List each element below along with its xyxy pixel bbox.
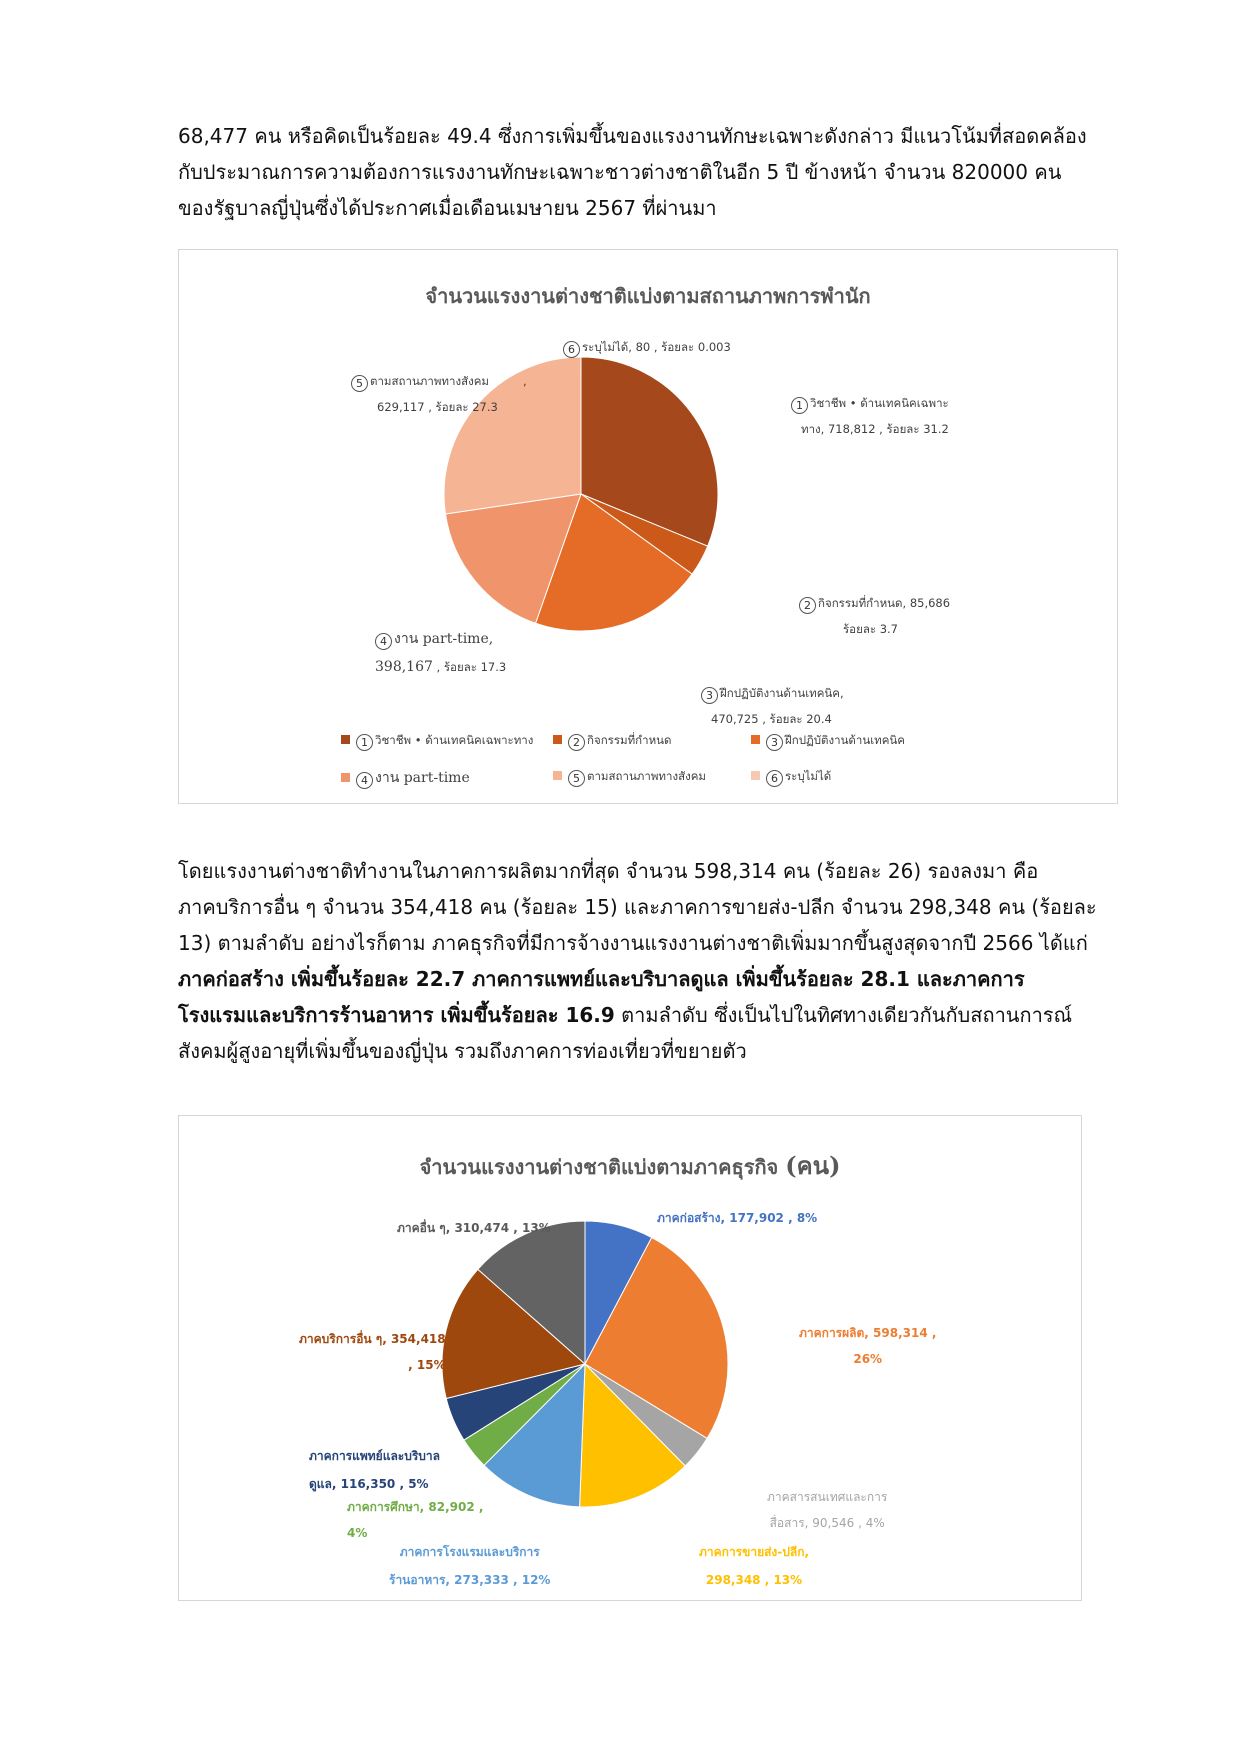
paragraph-line: โดยแรงงานต่างชาติทำงานในภาคการผลิตมากที่สุด จำนวน 598,314 คน (ร้อยละ 26) รองลงมา คือ bbox=[178, 859, 1039, 883]
legend-item-4: 4 งาน part-time bbox=[341, 767, 470, 789]
legend-swatch bbox=[751, 771, 760, 780]
paragraph-line: กับประมาณการความต้องการแรงงานทักษะเฉพาะชาวต่างชาติในอีก 5 ปี ข้างหน้า จำนวน 820000 คน bbox=[178, 160, 1062, 184]
paragraph-line: ของรัฐบาลญี่ปุ่นซึ่งได้ประกาศเมื่อเดือนเมษายน 2567 ที่ผ่านมา bbox=[178, 196, 717, 220]
legend-swatch bbox=[553, 735, 562, 744]
data-label-other-services: ภาคบริการอื่น ๆ, 354,418 , 15% bbox=[299, 1332, 446, 1372]
data-label-3: 3 ฝึกปฏิบัติงานด้านเทคนิค, 470,725 , ร้อยละ 20.4 bbox=[701, 680, 844, 732]
data-label-manufacturing: ภาคการผลิต, 598,314 , 26% bbox=[799, 1326, 937, 1366]
data-label-6: 6 ระบุไม่ได้, 80 , ร้อยละ 0.003 bbox=[563, 338, 731, 358]
sector-paragraph bbox=[178, 853, 1116, 1069]
residence-status-chart bbox=[178, 249, 1118, 804]
legend-swatch bbox=[341, 735, 350, 744]
bold-text: โรงแรมและบริการร้านอาหาร เพิ่มขึ้นร้อยละ 16.9 bbox=[178, 1003, 615, 1027]
chart-title: จำนวนแรงงานต่างชาติแบ่งตามสถานภาพการพำนัก bbox=[425, 284, 871, 308]
data-label-retail: ภาคการขายส่ง-ปลีก, 298,348 , 13% bbox=[699, 1545, 810, 1587]
data-label-other: ภาคอื่น ๆ, 310,474 , 13% bbox=[397, 1221, 551, 1235]
data-label-education: ภาคการศึกษา, 82,902 , 4% bbox=[347, 1500, 484, 1540]
paragraph-line bbox=[178, 961, 1116, 997]
legend-item-3: 3 ฝึกปฏิบัติงานด้านเทคนิค bbox=[751, 731, 905, 751]
paragraph-line: ภาคบริการอื่น ๆ จำนวน 354,418 คน (ร้อยละ 15) และภาคการขายส่ง-ปลีก จำนวน 298,348 คน (ร้อยละ bbox=[178, 895, 1097, 919]
legend-item-2: 2 กิจกรรมที่กำหนด bbox=[553, 731, 672, 751]
data-label-1: 1 วิชาชีพ • ด้านเทคนิคเฉพาะ ทาง, 718,812 , ร้อยละ 31.2 bbox=[791, 390, 949, 442]
bold-text: ภาคก่อสร้าง เพิ่มขึ้นร้อยละ 22.7 ภาคการแพทย์และบริบาลดูแล เพิ่มขึ้นร้อยละ 28.1 และภาคการ bbox=[178, 967, 1025, 991]
data-label-4: 4 งาน part-time, 398,167 , ร้อยละ 17.3 bbox=[375, 631, 507, 675]
chart-title: จำนวนแรงงานต่างชาติแบ่งตามภาคธุรกิจ (คน) bbox=[419, 1151, 841, 1180]
paragraph-line: 68,477 คน หรือคิดเป็นร้อยละ 49.4 ซึ่งการเพิ่มขึ้นของแรงงานทักษะเฉพาะดังกล่าว มีแนวโน้มที่สอดคล้อง bbox=[178, 124, 1087, 148]
intro-paragraph bbox=[178, 118, 1116, 226]
pie-chart-residence bbox=[179, 250, 1119, 805]
data-label-hotel: ภาคการโรงแรมและบริการ ร้านอาหาร, 273,333 , 12% bbox=[389, 1545, 551, 1587]
data-label-ict: ภาคสารสนเทศและการ สื่อสาร, 90,546 , 4% bbox=[767, 1490, 888, 1530]
legend-item-5: 5 ตามสถานภาพทางสังคม bbox=[553, 767, 706, 787]
legend-item-6: 6 ระบุไม่ได้ bbox=[751, 767, 831, 787]
business-sector-chart bbox=[178, 1115, 1082, 1601]
data-label-5: 5 ตามสถานภาพทางสังคม , 629,117 , ร้อยละ 27.3 bbox=[351, 368, 527, 420]
legend-swatch bbox=[341, 773, 350, 782]
legend-swatch bbox=[553, 771, 562, 780]
data-label-2: 2 กิจกรรมที่กำหนด, 85,686 ร้อยละ 3.7 bbox=[799, 590, 950, 642]
data-label-medical: ภาคการแพทย์และบริบาล ดูแล, 116,350 , 5% bbox=[309, 1449, 441, 1491]
legend-item-1: 1 วิชาชีพ • ด้านเทคนิคเฉพาะทาง bbox=[341, 731, 533, 751]
legend-swatch bbox=[751, 735, 760, 744]
paragraph-line: 13) ตามลำดับ อย่างไรก็ตาม ภาคธุรกิจที่มีการจ้างงานแรงงานต่างชาติเพิ่มมากขึ้นสูงสุดจากปี 2566 ได้แก่ bbox=[178, 931, 1088, 955]
data-label-construction: ภาคก่อสร้าง, 177,902 , 8% bbox=[657, 1211, 818, 1225]
paragraph-line: โรงแรมและบริการร้านอาหาร เพิ่มขึ้นร้อยละ 16.9 ตามลำดับ ซึ่งเป็นไปในทิศทางเดียวกันกับสถานการณ์ bbox=[178, 1003, 1073, 1027]
paragraph-line: สังคมผู้สูงอายุที่เพิ่มขึ้นของญี่ปุ่น รวมถึงภาคการท่องเที่ยวที่ขยายตัว bbox=[178, 1039, 747, 1063]
